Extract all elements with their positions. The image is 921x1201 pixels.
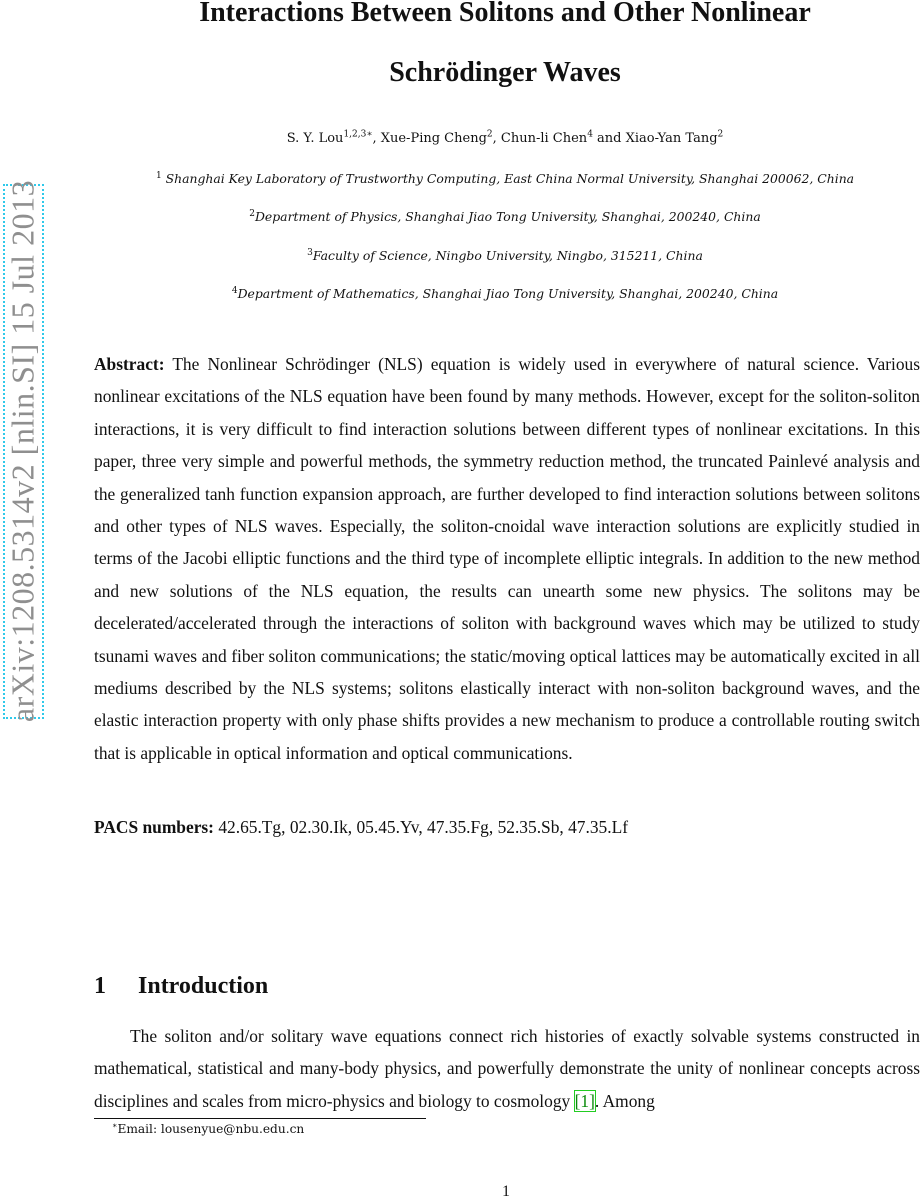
author-list: S. Y. Lou$^{1,2,3∗}$, Xue-Ping Cheng$^2$, Chun-li Chen$^4$ and Xiao-Yan Tang$^2$ <box>286 129 724 146</box>
footnote-mark: ∗ <box>112 1120 118 1130</box>
corresponding-author-mark: ∗ <box>366 129 373 140</box>
paper-title <box>80 0 921 103</box>
affiliation-2: $^2$Department of Physics, Shanghai Jiao Tong University, Shanghai, 200240, China <box>249 208 761 224</box>
author-name: Chun-li Chen <box>500 131 588 146</box>
citation-link[interactable]: [1] <box>574 1090 595 1111</box>
abstract <box>94 348 920 769</box>
pacs-numbers <box>94 812 914 842</box>
author-affiliation-marker: 2 <box>486 129 493 140</box>
abstract-label: Abstract: <box>94 354 165 374</box>
page-number: 1 <box>502 1183 510 1200</box>
affiliation-4: $^4$Department of Mathematics, Shanghai Jiao Tong University, Shanghai, 200240, China <box>231 285 779 301</box>
author-affiliation-marker: 1,2,3∗ <box>343 129 373 140</box>
title-line-1: Interactions Between Solitons and Other Nonlinear <box>199 0 811 28</box>
arxiv-stamp[interactable]: arXiv:1208.5314v2 [nlin.SI] 15 Jul 2013 <box>4 179 41 723</box>
footnote-email: Email: lousenyue@nbu.edu.cn <box>117 1122 305 1136</box>
author-affiliation-marker: 2 <box>717 129 724 140</box>
author-affiliation-marker: 4 <box>587 129 593 140</box>
title-line-2: Schrödinger Waves <box>389 57 621 88</box>
abstract-text: The Nonlinear Schrödinger (NLS) equation is widely used in everywhere of natural science. Various nonlinear excitations of the NLS equation have been found by many methods. However, except for the soliton-soliton interactions, it is very difficult to find interaction solutions between different types of nonlinear excitations. In this paper, three very simple and powerful methods, the symmetry reduction method, the truncated Painlevé analysis and the generalized tanh function expansion approach, are further developed to find interaction solutions between solitons and other types of NLS waves. Especially, the soliton-cnoidal wave interaction solutions are explicitly studied in terms of the Jacobi elliptic functions and the third type of incomplete elliptic integrals. In addition to the new method and new solutions of the NLS equation, the results can unearth some new physics. The solitons may be decelerated/accelerated through the interactions of soliton with background waves which may be utilized to study tsunami waves and fiber soliton communications; the static/moving optical lattices may be automatically excited in all mediums described by the NLS systems; solitons elastically interact with non-soliton background waves, and the elastic interaction property with only phase shifts provides a new mechanism to produce a controllable routing switch that is applicable in optical information and optical communications. <box>94 354 921 763</box>
section-title: Introduction <box>138 973 269 999</box>
affiliation-1: $^1$ Shanghai Key Laboratory of Trustworthy Computing, East China Normal University, Shanghai 200062, China <box>155 170 855 186</box>
intro-paragraph: The soliton and/or solitary wave equations connect rich histories of exactly solvable systems constructed in mathematical, statistical and many-body physics, and powerfully demonstrate the unity of nonlinear concepts across disciplines and scales from micro-physics and biology to cosmology [1]. Among <box>94 1026 920 1111</box>
section-number: 1 <box>94 973 106 999</box>
pacs-label: PACS numbers: <box>94 817 214 837</box>
author-name: Xue-Ping Cheng <box>380 131 487 146</box>
author-name: Xiao-Yan Tang <box>625 131 718 146</box>
footnote-divider <box>94 1118 426 1119</box>
footnote <box>112 1122 304 1136</box>
affiliation-3: $^3$Faculty of Science, Ningbo University, Ningbo, 315211, China <box>307 247 703 263</box>
author-name: S. Y. Lou <box>286 131 344 146</box>
pacs-values: 42.65.Tg, 02.30.Ik, 05.45.Yv, 47.35.Fg, 52.35.Sb, 47.35.Lf <box>218 817 628 837</box>
section-heading <box>94 966 268 1006</box>
